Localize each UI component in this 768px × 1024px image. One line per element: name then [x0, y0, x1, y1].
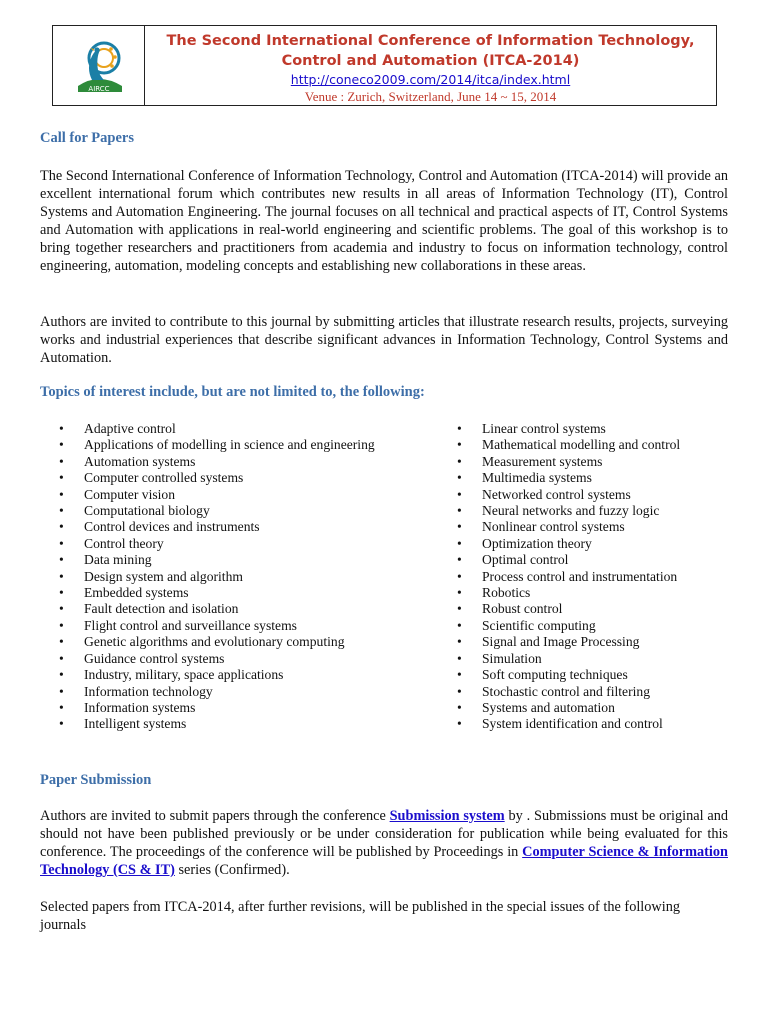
list-item: • Nonlinear control systems [457, 519, 680, 535]
topics-list-left [59, 421, 375, 733]
submission-text-end: series (Confirmed). [174, 862, 290, 878]
paper-submission-heading: Paper Submission [40, 772, 152, 788]
logo-cell [53, 26, 145, 105]
list-item: • Guidance control systems [59, 651, 375, 667]
list-item: • Flight control and surveillance systems [59, 618, 375, 634]
list-item: • Computational biology [59, 503, 375, 519]
list-item: • Systems and automation [457, 700, 680, 716]
list-item: • Signal and Image Processing [457, 634, 680, 650]
list-item: • Industry, military, space applications [59, 667, 375, 683]
authors-paragraph: Authors are invited to contribute to this journal by submitting articles that illustrate research results, projects, surveying works and industrial experiences that describe significant advances in Information Technology, Control Systems and Automation. [40, 314, 728, 366]
list-item: • Computer vision [59, 487, 375, 503]
conference-url-link[interactable]: http://coneco2009.com/2014/itca/index.html [290, 72, 571, 87]
list-item: • Control theory [59, 536, 375, 552]
list-item: • Data mining [59, 552, 375, 568]
list-item: • Fault detection and isolation [59, 601, 375, 617]
list-item: • Stochastic control and filtering [457, 684, 680, 700]
list-item: • Applications of modelling in science and engineering [59, 437, 375, 453]
list-item: • Intelligent systems [59, 716, 375, 732]
call-for-papers-heading: Call for Papers [40, 130, 134, 146]
header-text-block [145, 26, 716, 105]
cs-it-link[interactable]: Computer Science & Information Technology (CS & IT) [40, 844, 728, 878]
list-item: • Multimedia systems [457, 470, 680, 486]
list-item: • Robotics [457, 585, 680, 601]
list-item: • Control devices and instruments [59, 519, 375, 535]
list-item: • Scientific computing [457, 618, 680, 634]
selected-papers-paragraph: Selected papers from ITCA-2014, after further revisions, will be published in the special issues of the following journals [40, 899, 681, 933]
list-item: • Design system and algorithm [59, 569, 375, 585]
list-item: • Process control and instrumentation [457, 569, 680, 585]
peacock-logo-icon [70, 36, 128, 94]
list-item: • Information systems [59, 700, 375, 716]
list-item: • Robust control [457, 601, 680, 617]
list-item: • Neural networks and fuzzy logic [457, 503, 680, 519]
list-item: • Mathematical modelling and control [457, 437, 680, 453]
submission-text-start: Authors are invited to submit papers through the conference [40, 808, 390, 824]
topics-heading: Topics of interest include, but are not limited to, the following: [40, 384, 425, 400]
list-item: • Optimization theory [457, 536, 680, 552]
list-item: • Computer controlled systems [59, 470, 375, 486]
logo-text: AIRCC [88, 85, 110, 93]
list-item: • Simulation [457, 651, 680, 667]
intro-paragraph: The Second International Conference of Information Technology, Control and Automation (ITCA-2014) will provide an excellent international forum which contributes new results in all areas of Information Technology (IT), Control Systems and Automation Engineering. The journal focuses on all technical and practical aspects of IT, Control Systems and Automation with applications in real-world engineering and scientific problems. The goal of this workshop is to bring together researchers and practitioners from academia and industry to focus on information technology, control engineering, automation, modeling concepts and establishing new collaborations in these areas. [40, 168, 728, 274]
list-item: • Adaptive control [59, 421, 375, 437]
submission-paragraph [40, 807, 728, 879]
list-item: • Measurement systems [457, 454, 680, 470]
submission-text-middle: by . Submissions must be original and should not have been published previously or be under consideration for publication while being evaluated for this conference. The proceedings of the conference will be published by Proceedings in [40, 808, 728, 860]
topics-list-right [457, 421, 680, 733]
conference-venue: Venue : Zurich, Switzerland, June 14 ~ 15, 2014 [304, 89, 557, 104]
conference-title: The Second International Conference of Information Technology, Control and Automation (ITCA-2014) [166, 33, 695, 69]
list-item: • Automation systems [59, 454, 375, 470]
list-item: • Optimal control [457, 552, 680, 568]
submission-system-link[interactable]: Submission system [389, 808, 505, 824]
list-item: • Soft computing techniques [457, 667, 680, 683]
list-item: • Networked control systems [457, 487, 680, 503]
list-item: • Information technology [59, 684, 375, 700]
list-item: • System identification and control [457, 716, 680, 732]
list-item: • Embedded systems [59, 585, 375, 601]
list-item: • Linear control systems [457, 421, 680, 437]
conference-header [52, 25, 717, 106]
list-item: • Genetic algorithms and evolutionary computing [59, 634, 375, 650]
